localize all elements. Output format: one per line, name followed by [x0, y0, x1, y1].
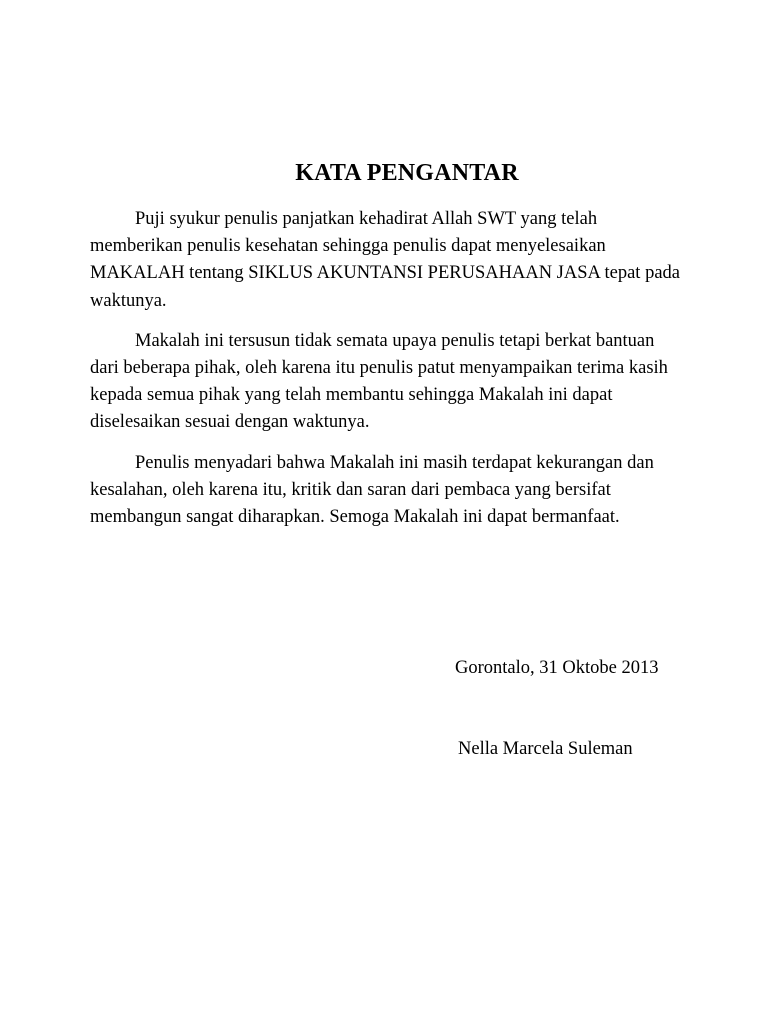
paragraph-1: Puji syukur penulis panjatkan kehadirat Allah SWT yang telah memberikan penulis kesehatan sehingga penulis dapat menyelesaikan MAKALAH tentang SIKLUS AKUNTANSI PERUSAHAAN JASA tepat pada waktunya.: [90, 209, 680, 311]
paragraph-2: Makalah ini tersusun tidak semata upaya penulis tetapi berkat bantuan dari beberapa pihak, oleh karena itu penulis patut menyampaikan terima kasih kepada semua pihak yang telah membantu sehingga Makalah ini dapat diselesaikan sesuai dengan waktunya.: [90, 330, 668, 433]
page-title: KATA PENGANTAR: [295, 160, 519, 186]
paragraph-3: Penulis menyadari bahwa Makalah ini masih terdapat kekurangan dan kesalahan, oleh karena itu, kritik dan saran dari pembaca yang bersifat membangun sangat diharapkan. Semoga Makalah ini dapat bermanfaat.: [90, 452, 654, 528]
signer-name: Nella Marcela Suleman: [458, 739, 633, 759]
place-and-date: Gorontalo, 31 Oktobe 2013: [455, 658, 659, 678]
document-body: [90, 206, 680, 544]
